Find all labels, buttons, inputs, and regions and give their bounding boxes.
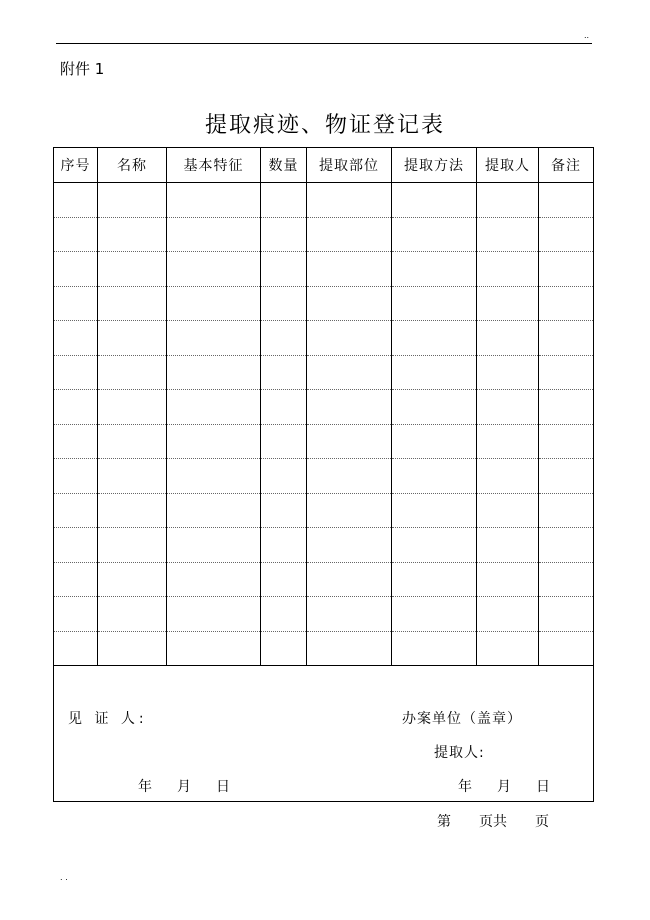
unit-date	[458, 776, 551, 796]
corner-mark: ..	[584, 31, 590, 40]
table-cell	[167, 562, 261, 597]
table-cell	[307, 562, 392, 597]
table-cell	[167, 390, 261, 425]
table-cell	[392, 562, 477, 597]
table-cell	[98, 459, 167, 494]
table-row	[54, 183, 594, 218]
table-cell	[167, 493, 261, 528]
table-cell	[307, 286, 392, 321]
table-cell	[307, 597, 392, 632]
table-cell	[261, 459, 307, 494]
witness-label: 见 证 人:	[68, 711, 148, 727]
table-cell	[54, 631, 98, 666]
table-cell	[98, 528, 167, 563]
table-cell	[98, 183, 167, 218]
table-row	[54, 424, 594, 459]
table-cell	[54, 528, 98, 563]
table-cell	[477, 528, 539, 563]
table-cell	[307, 355, 392, 390]
table-cell	[539, 183, 594, 218]
table-cell	[477, 631, 539, 666]
table-cell	[307, 252, 392, 287]
table-cell	[392, 597, 477, 632]
table-cell	[261, 217, 307, 252]
table-cell	[54, 286, 98, 321]
witness-date-year: 年	[138, 779, 153, 795]
signature-row	[54, 666, 594, 802]
table-cell	[261, 183, 307, 218]
table-cell	[307, 217, 392, 252]
table-cell	[539, 286, 594, 321]
table-cell	[98, 390, 167, 425]
table-cell	[477, 424, 539, 459]
table-cell	[54, 390, 98, 425]
table-cell	[167, 424, 261, 459]
table-cell	[539, 459, 594, 494]
unit-date-day: 日	[536, 779, 551, 795]
unit-date-year: 年	[458, 779, 473, 795]
table-cell	[98, 424, 167, 459]
unit-date-month: 月	[497, 779, 512, 795]
table-cell	[167, 355, 261, 390]
table-cell	[477, 390, 539, 425]
table-cell	[392, 183, 477, 218]
table-row	[54, 390, 594, 425]
table-cell	[54, 562, 98, 597]
table-cell	[54, 252, 98, 287]
table-cell	[261, 562, 307, 597]
table-cell	[307, 631, 392, 666]
table-cell	[167, 286, 261, 321]
table-cell	[539, 390, 594, 425]
table-cell	[54, 493, 98, 528]
table-cell	[98, 217, 167, 252]
table-cell	[54, 459, 98, 494]
table-cell	[54, 321, 98, 356]
table-cell	[307, 459, 392, 494]
table-cell	[307, 424, 392, 459]
table-cell	[167, 459, 261, 494]
table-cell	[167, 183, 261, 218]
table-cell	[261, 528, 307, 563]
table-cell	[392, 321, 477, 356]
table-cell	[98, 631, 167, 666]
table-cell	[98, 321, 167, 356]
table-cell	[98, 252, 167, 287]
table-cell	[392, 493, 477, 528]
table-cell	[307, 183, 392, 218]
table-cell	[392, 390, 477, 425]
table-cell	[477, 597, 539, 632]
page-count-suffix: 页	[535, 814, 549, 830]
page-count-prefix: 第	[437, 814, 451, 830]
table-cell	[477, 183, 539, 218]
table-cell	[392, 355, 477, 390]
table-cell	[261, 321, 307, 356]
table-row	[54, 459, 594, 494]
witness-date-month: 月	[177, 779, 192, 795]
table-cell	[477, 355, 539, 390]
table-cell	[307, 321, 392, 356]
table-cell	[392, 217, 477, 252]
table-cell	[392, 528, 477, 563]
table-row	[54, 252, 594, 287]
table-cell	[98, 355, 167, 390]
table-cell	[392, 631, 477, 666]
table-cell	[539, 597, 594, 632]
table-row	[54, 493, 594, 528]
table-cell	[477, 321, 539, 356]
table-cell	[539, 493, 594, 528]
table-cell	[167, 528, 261, 563]
table-cell	[307, 493, 392, 528]
table-cell	[54, 183, 98, 218]
header-rule	[56, 43, 592, 44]
column-header-extractor: 提取人	[477, 148, 539, 183]
table-cell	[54, 424, 98, 459]
table-row	[54, 631, 594, 666]
table-header-row	[54, 148, 594, 183]
table-cell	[54, 355, 98, 390]
table-cell	[477, 252, 539, 287]
table-cell	[261, 286, 307, 321]
table-cell	[167, 252, 261, 287]
table-cell	[392, 286, 477, 321]
table-cell	[477, 286, 539, 321]
table-cell	[98, 562, 167, 597]
table-cell	[98, 286, 167, 321]
signature-area	[54, 666, 594, 802]
table-row	[54, 286, 594, 321]
table-cell	[477, 493, 539, 528]
table-cell	[392, 252, 477, 287]
table-row	[54, 217, 594, 252]
table-cell	[167, 631, 261, 666]
attachment-label: 附件 1	[60, 60, 105, 78]
table-cell	[539, 252, 594, 287]
table-cell	[261, 493, 307, 528]
column-header-remarks: 备注	[539, 148, 594, 183]
column-header-features: 基本特征	[167, 148, 261, 183]
document-title: 提取痕迹、物证登记表	[204, 112, 445, 138]
column-header-quantity: 数量	[261, 148, 307, 183]
table-cell	[539, 631, 594, 666]
table-cell	[307, 390, 392, 425]
table-row	[54, 355, 594, 390]
evidence-register-table	[53, 147, 594, 802]
table-cell	[539, 562, 594, 597]
handling-unit-label: 办案单位（盖章）	[402, 711, 522, 727]
table-cell	[98, 493, 167, 528]
table-cell	[98, 597, 167, 632]
column-header-method: 提取方法	[392, 148, 477, 183]
table-cell	[539, 424, 594, 459]
page-count-middle: 页共	[479, 814, 507, 830]
table-cell	[261, 597, 307, 632]
table-cell	[167, 217, 261, 252]
page-count	[437, 812, 549, 832]
table-cell	[261, 631, 307, 666]
table-cell	[477, 217, 539, 252]
table-row	[54, 597, 594, 632]
table-cell	[539, 217, 594, 252]
table-cell	[307, 528, 392, 563]
column-header-location: 提取部位	[307, 148, 392, 183]
table-cell	[477, 562, 539, 597]
table-cell	[392, 424, 477, 459]
table-cell	[167, 597, 261, 632]
witness-date	[138, 776, 231, 796]
table-cell	[261, 424, 307, 459]
table-cell	[261, 390, 307, 425]
extractor-signature-label: 提取人:	[434, 745, 485, 761]
column-header-serial: 序号	[54, 148, 98, 183]
column-header-name: 名称	[98, 148, 167, 183]
table-cell	[54, 217, 98, 252]
table-row	[54, 321, 594, 356]
table-cell	[54, 597, 98, 632]
table-cell	[539, 528, 594, 563]
table-cell	[392, 459, 477, 494]
table-cell	[167, 321, 261, 356]
table-cell	[261, 355, 307, 390]
bottom-mark: . .	[60, 873, 68, 882]
table-cell	[477, 459, 539, 494]
table-cell	[261, 252, 307, 287]
table-cell	[539, 355, 594, 390]
table-row	[54, 528, 594, 563]
table-cell	[539, 321, 594, 356]
witness-date-day: 日	[216, 779, 231, 795]
table-row	[54, 562, 594, 597]
